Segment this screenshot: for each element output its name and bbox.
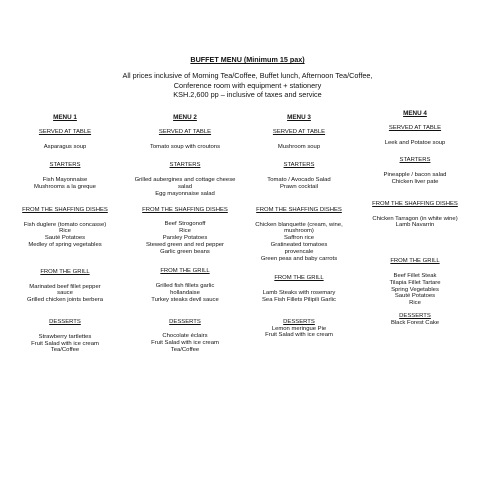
menu-item: Rice — [179, 228, 191, 235]
menu-heading: MENU 2 — [173, 114, 197, 121]
section-title: SERVED AT TABLE — [38, 128, 92, 135]
menu-item: Stewed green and red pepper — [146, 241, 224, 248]
menu-item: Prawn cocktail — [280, 183, 318, 190]
menu-item: Tomato / Avocado Salad — [267, 177, 331, 184]
menu-title: BUFFET MENU (Minimum 15 pax) — [190, 55, 305, 64]
menu-item: Lemon meringue Pie — [271, 325, 327, 332]
menu-item: Beef Strogonoff — [164, 221, 206, 228]
section-title: DESSERTS — [399, 312, 431, 319]
menu-item: Tea/Coffee — [50, 347, 80, 354]
menu-item: Mushroom soup — [277, 143, 321, 150]
section-title: FROM THE SHAFFING DISHES — [256, 206, 342, 213]
section-title: FROM THE SHAFFING DISHES — [142, 206, 228, 213]
section-title: STARTERS — [169, 162, 201, 169]
intro-line: KSH.2,600 pp – inclusive of taxes and service — [173, 90, 322, 100]
menu-item: Parsley Potatoes — [162, 234, 208, 241]
menu-item: Black Forest Cake — [390, 319, 440, 326]
menu-item: Rice — [409, 300, 421, 307]
menu-item: Turkey steaks devil sauce — [151, 296, 219, 303]
menu-item: Fish Mayonnaise — [42, 177, 88, 184]
menu-item: Gratineated tomatoes provencale — [270, 241, 328, 255]
menu-item: Leek and Potatoe soup — [384, 139, 446, 146]
section-title: FROM THE SHAFFING DISHES — [372, 200, 458, 207]
menu-item: Asparagus soup — [43, 143, 87, 150]
menu-item: Tea/Coffee — [170, 346, 200, 353]
menu-item: Tomato soup with croutons — [149, 143, 221, 150]
section-title: STARTERS — [49, 162, 81, 169]
menu-item: Egg mayonnaise salad — [155, 190, 215, 197]
menu-item: Beef Fillet Steak — [393, 272, 437, 279]
menu-item: Sauté Potatoes — [44, 235, 86, 242]
section-title: DESSERTS — [169, 318, 201, 325]
menu-item: Lamb Steaks with rosemary — [262, 290, 336, 297]
menu-item: Chocolate éclairs — [162, 333, 208, 340]
section-title: FROM THE GRILL — [390, 258, 440, 265]
menu-item: Fruit Salad with ice cream — [151, 340, 219, 347]
menu-item: Garlic green beans — [160, 248, 210, 255]
menu-item: Chicken liver pate — [391, 178, 439, 185]
menu-item: Lamb Navarrin — [395, 222, 435, 229]
menu-column-4 — [356, 111, 474, 327]
menu-item: Sauté Potatoes — [394, 293, 436, 300]
menu-item: Strawberry tartlettes — [38, 333, 92, 340]
menu-heading: MENU 3 — [287, 114, 311, 121]
menu-item: Pineapple / bacon salad — [383, 172, 447, 179]
menu-item: Fruit Salad with ice cream — [31, 340, 99, 347]
menu-column-1 — [6, 115, 124, 354]
section-title: DESSERTS — [283, 318, 315, 325]
menu-heading: MENU 4 — [403, 110, 427, 117]
price-intro — [0, 71, 495, 100]
menu-column-2 — [126, 115, 244, 354]
menu-item: Grilled chicken joints berbera — [27, 297, 103, 304]
menu-item: Chicken blanquette (cream, wine, mushroom) — [255, 221, 343, 235]
menu-item: Spring Vegetables — [391, 286, 439, 293]
menu-item: Tilapia Fillet Tartare — [389, 279, 441, 286]
menu-item: Mushrooms a la greque — [34, 183, 96, 190]
menu-item: Green peas and baby carrots — [260, 255, 338, 262]
section-title: SERVED AT TABLE — [158, 128, 212, 135]
section-title: FROM THE GRILL — [160, 268, 210, 275]
section-title: FROM THE SHAFFING DISHES — [22, 206, 108, 213]
section-title: SERVED AT TABLE — [272, 128, 326, 135]
section-title: STARTERS — [283, 162, 315, 169]
menu-item: Grilled fish fillets garlic hollandaise — [155, 283, 215, 296]
menu-heading: MENU 1 — [53, 114, 77, 121]
intro-line: Conference room with equipment + stationery — [173, 80, 322, 90]
menu-item: Fish duglere (tomato concasse) — [23, 221, 107, 228]
section-title: DESSERTS — [49, 318, 81, 325]
menu-item: Sea Fish Fillets Pilipili Garlic — [262, 296, 336, 303]
section-title: FROM THE GRILL — [40, 268, 90, 275]
menu-item: Fruit Salad with ice cream — [265, 332, 333, 339]
menu-item: Grilled aubergines and cottage cheese salad — [134, 177, 236, 190]
section-title: SERVED AT TABLE — [388, 124, 442, 131]
section-title: FROM THE GRILL — [274, 275, 324, 282]
menu-item: Marinated beef fillet pepper sauce — [29, 283, 101, 297]
menu-item: Medley of spring vegetables — [28, 241, 102, 248]
menu-item: Rice — [59, 228, 71, 235]
menu-item: Saffron rice — [283, 235, 314, 242]
menu-column-3 — [240, 115, 358, 339]
intro-line: All prices inclusive of Morning Tea/Coffee, Buffet lunch, Afternoon Tea/Coffee, — [122, 71, 373, 80]
section-title: STARTERS — [399, 157, 431, 164]
menu-item: Chicken Tarragon (in white wine) — [372, 215, 458, 222]
